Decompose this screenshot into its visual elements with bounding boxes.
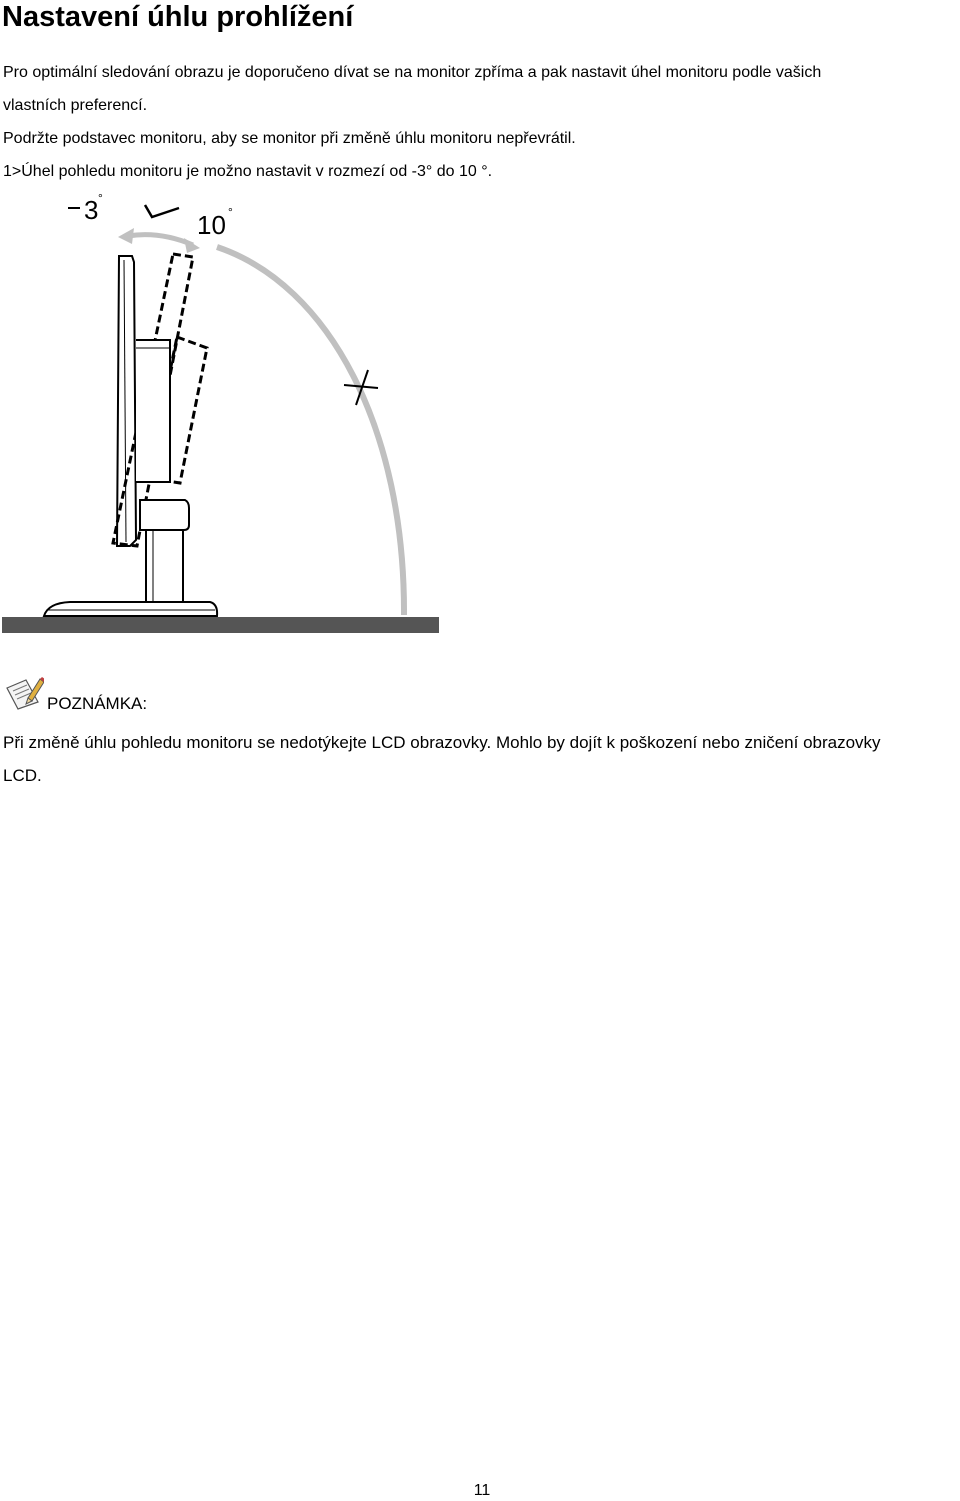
page-title: Nastavení úhlu prohlížení	[2, 1, 354, 33]
stand-pole	[146, 530, 183, 605]
desk-surface	[2, 617, 439, 633]
tilt-angle-diagram	[0, 190, 460, 640]
monitor-panel	[117, 256, 136, 546]
angle-forward-degree: °	[228, 205, 233, 219]
stand-hold-instruction: Podržte podstavec monitoru, aby se monitor při změně úhlu monitoru nepřevrátil.	[3, 130, 576, 147]
note-label: POZNÁMKA:	[47, 694, 148, 713]
stand-base	[44, 602, 217, 616]
tipping-arc	[217, 247, 404, 615]
tilt-arrow	[118, 228, 200, 253]
stand-neck	[140, 500, 189, 530]
stand-bracket	[136, 340, 170, 482]
tipping-cross-mark	[344, 370, 378, 405]
page-number: 11	[473, 1482, 491, 1499]
angle-range-instruction: 1>Úhel pohledu monitoru je možno nastavit v rozmezí od -3° do 10 °.	[3, 163, 493, 180]
angle-label-back	[68, 191, 103, 225]
angle-back-number: 3	[84, 195, 99, 225]
pencil-note-icon	[4, 676, 44, 710]
intro-paragraph-line-1: Pro optimální sledování obrazu je doporučeno dívat se na monitor zpříma a pak nastavit úhel monitoru podle vašich	[3, 64, 822, 81]
angle-label-forward	[197, 205, 233, 240]
note-text: Při změně úhlu pohledu monitoru se nedotýkejte LCD obrazovky. Mohlo by dojít k poškození nebo zničení obrazovky LCD.	[3, 733, 881, 785]
angle-marker	[145, 205, 179, 217]
intro-paragraph-line-2: vlastních preferencí.	[3, 97, 148, 114]
angle-forward-number: 10	[197, 210, 226, 240]
angle-back-degree: °	[98, 191, 103, 205]
